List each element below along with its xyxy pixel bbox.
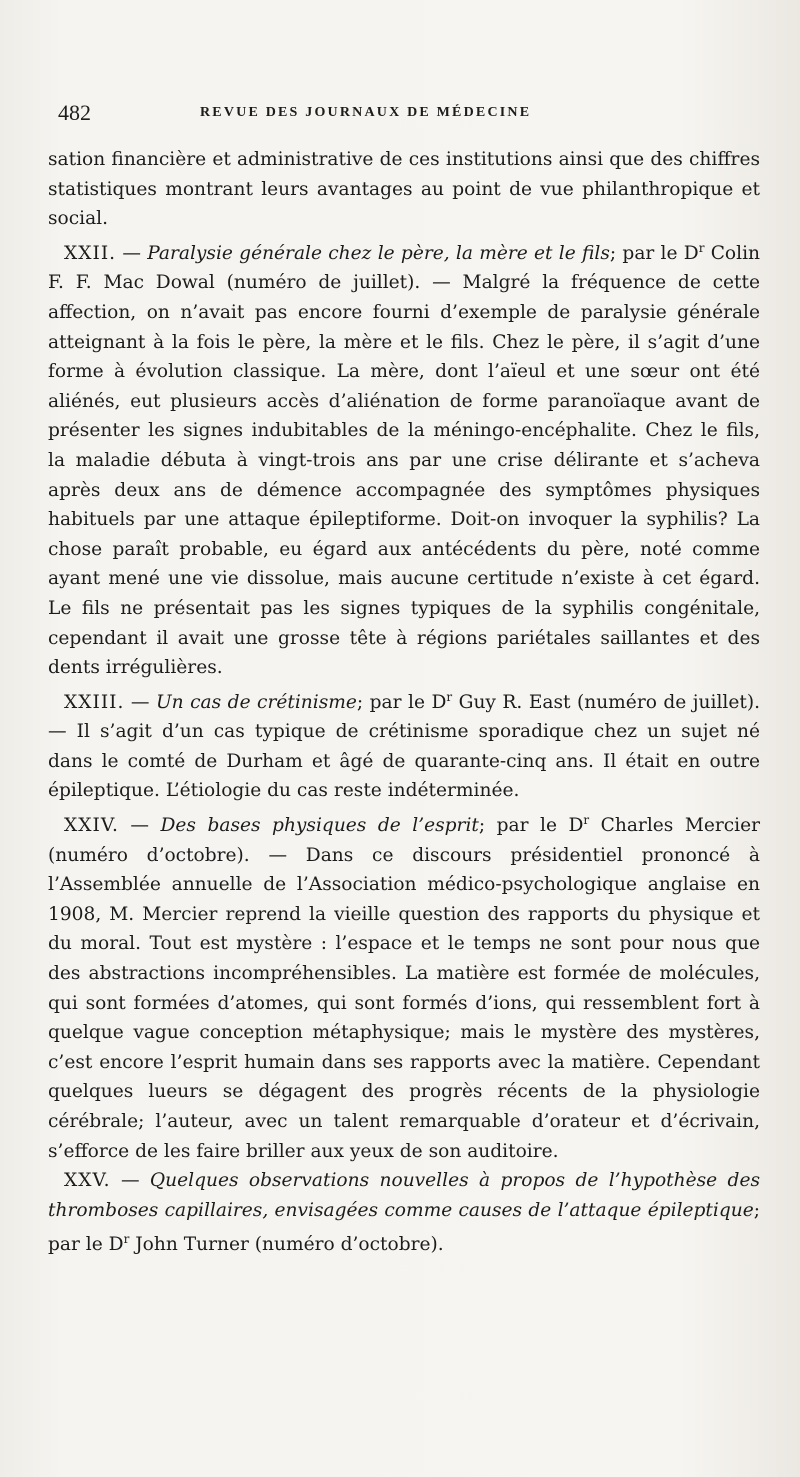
section-numeral: XXIII. [64,691,125,713]
superscript: r [583,813,590,828]
paragraph-text: Malgré la fréquence de cette affection, on n’avait pas encore fourni d’exemple de paralysie générale atteignant à la fois le père, la mère et le fils. Chez le père, il s’agit d’une forme à évolution classique. La mère, dont l’aïeul et une sœur ont été aliénés, eut plusieurs accès d’aliénation de forme paranoïaque avant de présenter les signes indubitables de la méningo-encéphalite. Chez le fils, la maladie débuta à vingt-trois ans par une crise délirante et s’acheva après deux ans de démence accompagnée des symptômes physiques habituels par une attaque épileptiforme. Doit-on invoquer la syphilis? La chose paraît probable, eu égard aux antécédents du père, noté comme ayant mené une vie dissolue, mais aucune certitude n’existe à cet égard. Le fils ne présentait pas les signes typiques de la syphilis congénitale, cependant il avait une grosse tête à régions pariétales saillantes et des dents irrégulières. [48,272,760,679]
paragraph-section-xxv [48,1166,760,1260]
paragraph-text: Dans ce discours présidentiel prononcé à l’Assemblée annuelle de l’Association médico-psychologique anglaise en 1908, M. Mercier reprend la vieille question des rapports du physique et du moral. Tout est mystère : l’espace et le temps ne sont pour nous que des abstractions incompréhensibles. La matière est formée de molécules, qui sont formées d’atomes, qui sont formés d’ions, qui ressemblent fort à quelque vague conception métaphysique; mais le mystère des mystères, c’est encore l’esprit humain dans ses rapports avec la matière. Cependant quelques lueurs se dégagent des progrès récents de la physiologie cérébrale; l’auteur, avec un talent remarquable d’orateur et d’écrivain, s’efforce de les faire briller aux yeux de son auditoire. [48,844,760,1162]
section-numeral: XXV. [64,1170,111,1192]
author-source: Charles Mercier (numéro d’octobre). — [48,815,760,866]
dash: — [110,1170,150,1192]
dash: — [124,691,156,713]
dash: — [118,815,161,837]
body-text [48,145,760,1260]
author-source: John Turner (numéro d’octobre). [129,1234,444,1256]
superscript: r [698,240,705,255]
paragraph-text: Il s’agit d’un cas typique de crétinisme sporadique chez un sujet né dans le comté de Durham et âgé de quarante-cinq ans. Il était en outre épileptique. L’étiologie du cas reste indéterminée. [48,721,760,802]
superscript: r [123,1232,130,1247]
byline: ; par le D [609,242,699,264]
byline: ; par le D [478,815,584,837]
paragraph-continued [48,145,760,234]
article-title: Un cas de crétinisme [156,691,357,713]
page-header [58,100,758,130]
article-title: Paralysie générale chez le père, la mère et le fils [147,242,610,264]
article-title: Des bases physiques de l’esprit [160,815,479,837]
article-title: Quelques observations nouvelles à propos de l’hypothèse des thromboses capillaires, envisagées comme causes de l’attaque épileptique [48,1170,760,1221]
page-number: 482 [58,100,91,125]
dash: — [116,242,148,264]
superscript: r [446,689,453,704]
paragraph-section-xxii [48,234,760,683]
section-numeral: XXII. [64,242,117,264]
byline: ; par le D [48,1199,760,1256]
running-title: REVUE DES JOURNAUX DE MÉDECINE [200,105,532,120]
byline: ; par le D [356,691,447,713]
paragraph-section-xxiv [48,806,760,1166]
section-numeral: XXIV. [64,815,119,837]
paragraph-text: sation financière et administrative de ces institutions ainsi que des chiffres statistiques montrant leurs avantages au point de vue philanthropique et social. [48,149,760,230]
author-source: Guy R. East (numéro de juillet). — [48,691,760,743]
paragraph-section-xxiii [48,683,760,806]
author-source: Colin F. F. Mac Dowal (numéro de juillet). — [48,242,760,294]
